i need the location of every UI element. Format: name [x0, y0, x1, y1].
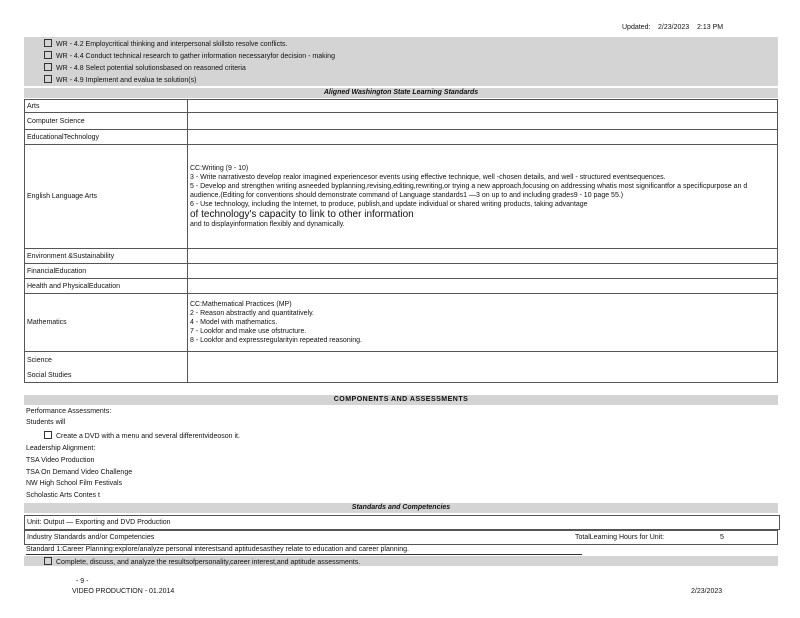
wr-item: WR - 4.8 Select potential solutionsbased on reasoned criteria: [44, 63, 246, 72]
standards-competencies-title: Standards and Competencies: [24, 503, 778, 513]
table-row: [25, 294, 778, 352]
subject-standards: [188, 352, 778, 383]
subject-label: English Language Arts: [25, 145, 188, 249]
assessment-item: Create a DVD with a menu and several differentvideoson it.: [44, 431, 240, 440]
industry-label: Industry Standards and/or Competencies: [27, 534, 155, 541]
leadership-item: NW High School Film Festivals: [26, 480, 123, 487]
checkbox-symbol-icon: [44, 51, 52, 59]
subject-standards: [188, 113, 778, 130]
checkbox-symbol-icon: [44, 75, 52, 83]
subject-label: Arts: [25, 100, 188, 113]
subject-standards: CC:Mathematical Practices (MP) 2 - Reason abstractly and quantitatively. 4 - Model with mathematics. 7 - Lookfor and make use ofstructure. 8 - Lookfor and expressregularityin repeated reasoning.: [188, 294, 778, 352]
wr-item: WR - 4.4 Conduct technical research to gather information necessaryfor decision - making: [44, 51, 335, 60]
subject-label: EducationalTechnology: [25, 130, 188, 145]
table-row: [25, 145, 778, 249]
leadership-item: TSA On Demand Video Challenge: [26, 469, 133, 476]
standard-1: Standard 1:Career Planning:explore/analyze personal interestsand aptitudesasthey relate to education and career planning.: [26, 545, 582, 555]
subject-standards: [188, 100, 778, 113]
subject-label: Mathematics: [25, 294, 188, 352]
checkbox-symbol-icon: [44, 63, 52, 71]
aligned-standards-title: Aligned Washington State Learning Standards: [24, 88, 778, 98]
unit-row: Unit: Output — Exporting and DVD Production: [24, 515, 780, 530]
table-row: [25, 352, 778, 383]
total-hours-value: 5: [720, 534, 724, 541]
industry-row: [24, 530, 778, 545]
subject-standards: CC:Writing (9 - 10) 3 - Write narrativesto develop realor imagined experiencesor events using effective technique, well -chosen details, and well - structured eventsequences. 5 - Develop and strengthen writing asneeded byplanning,revising,editing,rewriting,or trying a new approach,focusing on addressing whatis most significantfor a specificpurpose an d audience.(Editing for conventions should demonstrate command of Language standards1 —3 on up to and including grades9 - 10 page 55.) 6 - Use technology, including the Internet, to produce, publish,and update individual or shared writing products, taking advantage of technology's capacity to link to other information and to displayinformation flexibly and dynamically.: [188, 145, 778, 249]
updated-label: Updated:: [622, 24, 651, 31]
leadership-label: Leadership Alignment:: [26, 445, 96, 452]
leadership-item: Scholastic Arts Contes t: [26, 492, 100, 499]
table-row: [25, 100, 778, 113]
students-will-label: Students will: [26, 419, 66, 426]
performance-label: Performance Assessments:: [26, 408, 112, 415]
checkbox-symbol-icon: [44, 557, 52, 565]
subject-label: Environment &Sustainability: [25, 249, 188, 264]
table-row: [25, 264, 778, 279]
footer-date: 2/23/2023: [691, 588, 723, 595]
subject-label: Health and PhysicalEducation: [25, 279, 188, 294]
table-row: [25, 130, 778, 145]
total-hours-label: TotalLearning Hours for Unit:: [575, 534, 665, 541]
subject-standards: [188, 264, 778, 279]
subject-standards: [188, 130, 778, 145]
updated-time: 2:13 PM: [697, 24, 724, 31]
subject-label: FinancialEducation: [25, 264, 188, 279]
table-row: [25, 279, 778, 294]
wr-item: WR - 4.2 Employcritical thinking and interpersonal skillsto resolve conflicts.: [44, 39, 287, 48]
competency-item: Complete, discuss, and analyze the resultsofpersonality,career interest,and aptitude assessments.: [44, 557, 360, 567]
table-row: [25, 113, 778, 130]
checkbox-symbol-icon: [44, 431, 52, 439]
components-title: COMPONENTS AND ASSESSMENTS: [24, 395, 778, 405]
subject-standards: [188, 279, 778, 294]
course-name: VIDEO PRODUCTION - 01.2014: [72, 588, 175, 595]
wr-item: WR - 4.9 Implement and evalua te solution(s): [44, 75, 196, 84]
leadership-item: TSA Video Production: [26, 457, 95, 464]
table-row: [25, 249, 778, 264]
updated-date: 2/23/2023: [658, 24, 690, 31]
subject-label: Computer Science: [25, 113, 188, 130]
subject-standards: [188, 249, 778, 264]
standards-table: [24, 99, 778, 383]
checkbox-symbol-icon: [44, 39, 52, 47]
subject-label: Science Social Studies: [25, 352, 188, 383]
page-number: - 9 -: [76, 578, 89, 585]
